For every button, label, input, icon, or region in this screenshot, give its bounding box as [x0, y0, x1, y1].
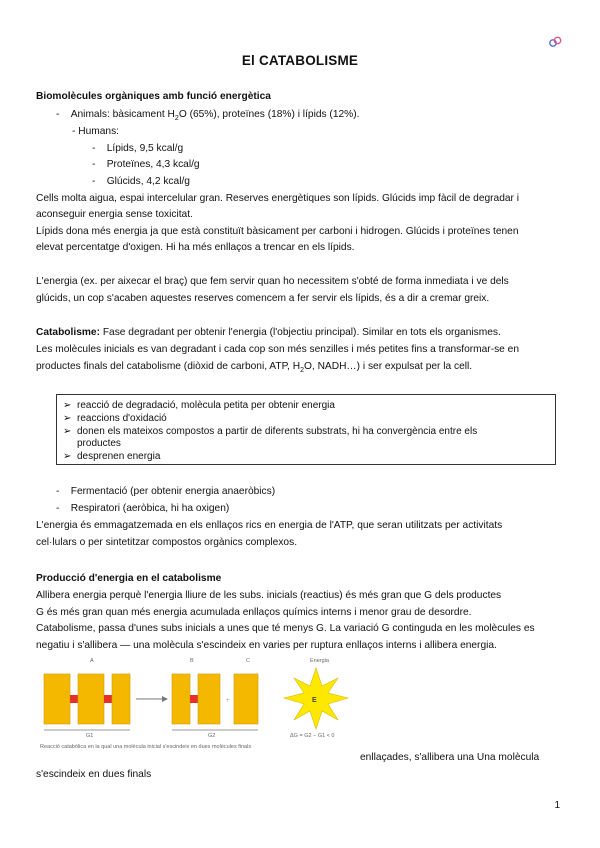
- paragraph-line: Lípids dona més energia ja que està constituït bàsicament per carboni i hidrogen. Glúcids i proteïnes tenen: [36, 226, 519, 237]
- arrow-bullet-icon: ➢: [63, 451, 72, 462]
- arrow-bullet-icon: ➢: [63, 426, 72, 437]
- box-item-text: reacció de degradació, molècula petita per obtenir energia: [77, 400, 335, 411]
- paragraph-line: Les molècules inicials es van degradant i cada cop son més senzilles i més petites fins a transformar-se en: [36, 344, 520, 355]
- link-icon: [548, 36, 562, 48]
- catabolic-reaction-diagram: [36, 666, 376, 736]
- paragraph-line: Catabolisme, passa d'unes subs inicials a unes que té menys G. La variació G continguda en les molècules es: [36, 623, 535, 634]
- box-item-continuation: productes: [77, 438, 121, 449]
- section-heading-biomolecules: Biomolècules orgàniques amb funció energètica: [36, 91, 271, 102]
- characteristics-box: [56, 394, 556, 465]
- catabolisme-text: Fase degradant per obtenir l'energia (l'objectiu principal). Similar en tots els organismes.: [99, 327, 501, 338]
- dash: -: [56, 503, 71, 514]
- molecule-a-left: [44, 674, 70, 724]
- box-item: [63, 426, 477, 438]
- bond-a: [70, 695, 78, 703]
- diagram-caption: Reacció catabòlica en la qual una molècula inicial s'escindeix en dues molècules finals: [40, 744, 252, 750]
- paragraph-line: s'escindeix en dues finals: [36, 769, 152, 780]
- list-item-text: Respiratori (aeròbica, hi ha oxigen): [70, 503, 230, 514]
- molecule-b-left: [172, 674, 190, 724]
- text-sub: 2: [300, 367, 304, 375]
- paragraph-line: glúcids, un cop s'acaben aquestes reserves comencem a fer servir els lípids, és a dir a cremar greix.: [36, 293, 490, 304]
- section-heading-produccio: Producció d'energia en el catabolisme: [36, 573, 222, 584]
- paragraph-line: L'energia (ex. per aixecar el braç) que fem servir quan ho necessitem s'obté de forma inmediata i ve dels: [36, 276, 509, 287]
- dash: -: [56, 109, 71, 120]
- molecule-a-right: [112, 674, 130, 724]
- arrow-bullet-icon: ➢: [63, 400, 72, 411]
- list-item-text: Fermentació (per obtenir energia anaeròbics): [70, 486, 276, 497]
- animals-line: [56, 108, 359, 126]
- paragraph-line: elevat percentatge d'oxigen. Hi ha més enllaços a trencar en els lípids.: [36, 242, 355, 253]
- diagram-label-c: C: [246, 658, 250, 664]
- animals-post: O (65%), proteïnes (18%) i lípids (12%).: [178, 109, 360, 120]
- molecule-a-mid: [78, 674, 104, 724]
- diagram-label-a: A: [90, 658, 94, 664]
- g1-label: G1: [86, 733, 94, 739]
- list-item: [92, 142, 183, 156]
- box-item-text: desprenen energia: [77, 451, 161, 462]
- bond-a2: [104, 695, 112, 703]
- box-item: [63, 451, 160, 463]
- catabolisme-definition: [36, 326, 501, 340]
- paragraph-line: G és més gran quan més energia acumulada enllaços químics interns i menor grau de desordre.: [36, 607, 472, 618]
- star-label: E: [312, 697, 317, 704]
- diagram-label-energy: Energia: [310, 658, 329, 664]
- humans-label: - Humans:: [72, 126, 119, 137]
- paragraph-line: Allibera energia perquè l'energia lliure de les subs. inicials (reactius) és més gran que G dels productes: [36, 590, 502, 601]
- dash: -: [92, 176, 107, 187]
- box-item: [63, 413, 167, 425]
- animals-sub: 2: [174, 115, 179, 123]
- list-item: [56, 485, 275, 499]
- box-item-text: donen els mateixos compostos a partir de diferents substrats, hi ha convergència entre els: [77, 426, 478, 437]
- paragraph-line: [36, 360, 472, 378]
- g2-label: G2: [208, 733, 216, 739]
- list-item-text: Glúcids, 4,2 kcal/g: [106, 176, 190, 187]
- dash: -: [56, 486, 71, 497]
- reaction-arrowhead-icon: [162, 696, 168, 702]
- molecule-b-right: [198, 674, 220, 724]
- arrow-bullet-icon: ➢: [63, 413, 72, 424]
- text-post: O, NADH…) i ser expulsat per la cell.: [303, 361, 473, 372]
- diagram-label-b: B: [190, 658, 194, 664]
- paragraph-line: Cells molta aigua, espai intercelular gran. Reserves energètiques son lípids. Glúcids imp fàcil de degradar i: [36, 193, 520, 204]
- paragraph-line: L'energia és emmagatzemada en els enllaços rics en energia de l'ATP, que seran utilitzats per activitats: [36, 520, 503, 531]
- list-item-text: Proteïnes, 4,3 kcal/g: [106, 159, 200, 170]
- paragraph-line: negatiu i s'allibera — una molècula s'escindeix en varies per ruptura enllaços interns i allibera energia.: [36, 640, 497, 651]
- catabolisme-label: Catabolisme:: [36, 327, 100, 338]
- paragraph-line: aconseguir energia sense toxicitat.: [36, 209, 193, 220]
- dash: -: [92, 159, 107, 170]
- box-item: [63, 400, 335, 412]
- bond-b: [190, 695, 198, 703]
- text-pre: productes finals del catabolisme (diòxid de carboni, ATP, H: [36, 361, 301, 372]
- list-item: [92, 175, 190, 189]
- paragraph-line: cel·lulars o per sintetitzar compostos orgànics complexos.: [36, 537, 298, 548]
- list-item-text: Lípids, 9,5 kcal/g: [106, 143, 184, 154]
- dash: -: [92, 143, 107, 154]
- page-title: El CATABOLISME: [241, 53, 359, 68]
- page-number: 1: [554, 800, 560, 811]
- list-item: [56, 502, 229, 516]
- paragraph-line: enllaçades, s'allibera una Una molècula: [360, 752, 540, 763]
- animals-pre: Animals: bàsicament H: [70, 109, 175, 120]
- molecule-c: [234, 674, 258, 724]
- delta-g-label: ΔG = G2 − G1 < 0: [290, 733, 335, 739]
- svg-text:+: +: [226, 698, 230, 704]
- list-item: [92, 158, 200, 172]
- box-item-text: reaccions d'oxidació: [77, 413, 167, 424]
